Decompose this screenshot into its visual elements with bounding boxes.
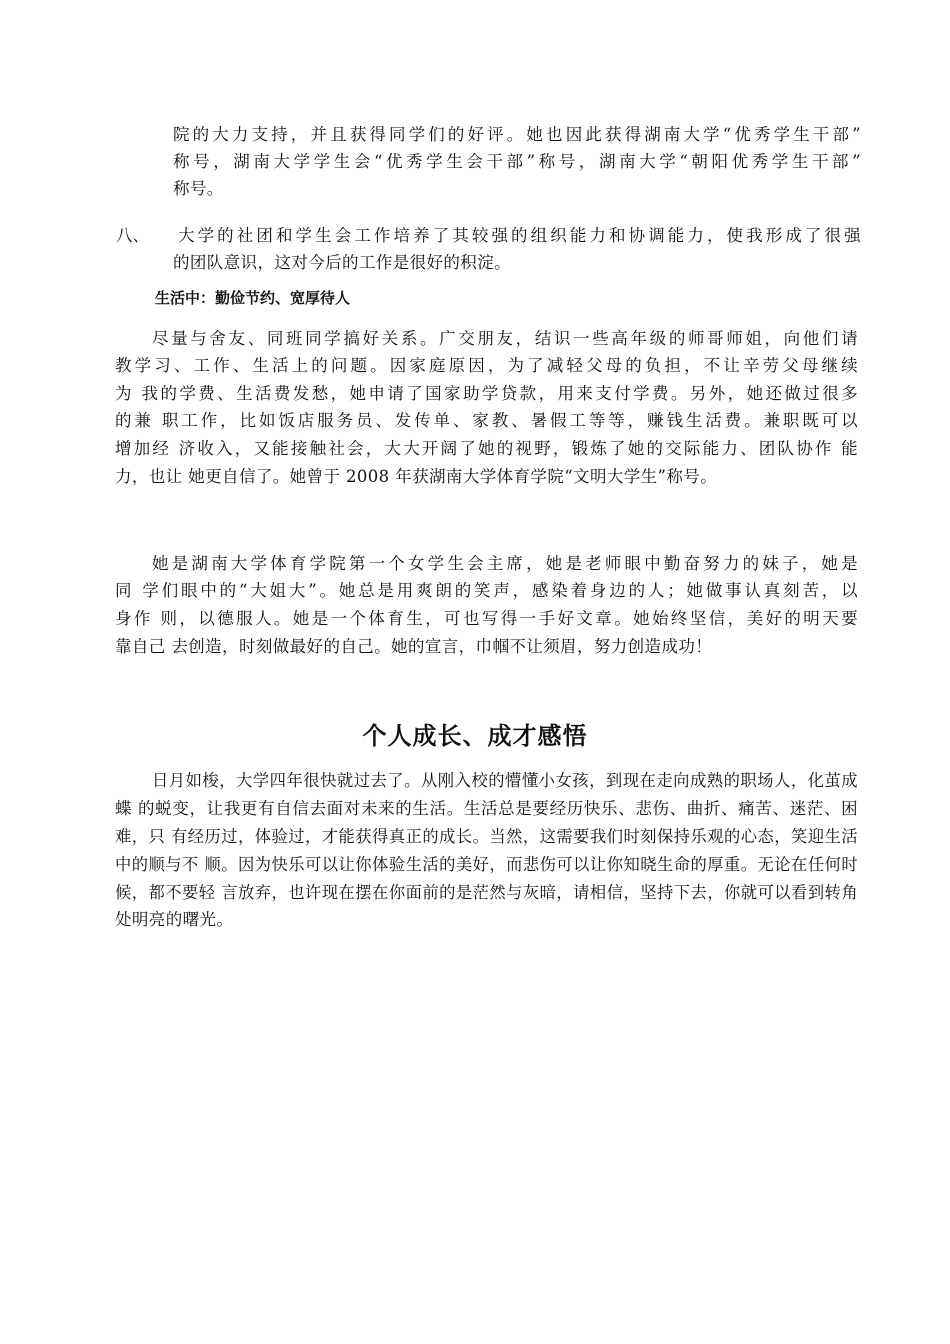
life-paragraph-line-2: 教学习、工作、生活上的问题。因家庭原因，为了减轻父母的负担，不让辛劳父母继续 xyxy=(115,356,858,375)
growth-paragraph-line-1: 日月如梭，大学四年很快就过去了。从刚入校的懵懂小女孩，到现在走向成熟的职场人，化茧成 xyxy=(152,771,858,790)
continued-item-line-1: 院的大力支持，并且获得同学们的好评。她也因此获得湖南大学“优秀学生干部” xyxy=(173,125,861,144)
summary-line-3: 身作 则，以德服人。她是一个体育生，可也写得一手好文章。她始终坚信，美好的明天要 xyxy=(115,609,858,628)
life-paragraph-line-1: 尽量与舍友、同班同学搞好关系。广交朋友，结识一些高年级的师哥师姐，向他们请 xyxy=(152,329,858,348)
item-8-line-1: 大学的社团和学生会工作培养了其较强的组织能力和协调能力，使我形成了很强 xyxy=(178,226,861,245)
summary-line-4: 靠自己 去创造，时刻做最好的自己。她的宣言，巾帼不让须眉，努力创造成功！ xyxy=(115,637,713,656)
continued-item-line-3: 称号。 xyxy=(173,179,224,198)
continued-item-line-2: 称号，湖南大学学生会“优秀学生会干部”称号，湖南大学“朝阳优秀学生干部” xyxy=(173,152,861,171)
summary-line-2: 同 学们眼中的“大姐大”。她总是用爽朗的笑声，感染着身边的人；她做事认真刻苦，以 xyxy=(115,581,858,600)
growth-paragraph-line-3: 难，只 有经历过，体验过，才能获得真正的成长。当然，这需要我们时刻保持乐观的心态，笑迎生活 xyxy=(115,827,858,846)
growth-paragraph-line-6: 处明亮的曙光。 xyxy=(115,910,234,929)
life-section-heading: 生活中：勤俭节约、宽厚待人 xyxy=(155,289,351,307)
life-paragraph-line-6: 力，也让 她更自信了。她曾于 2008 年获湖南大学体育学院“文明大学生”称号。 xyxy=(115,467,718,486)
item-8-line-2: 的团队意识，这对今后的工作是很好的积淀。 xyxy=(173,253,511,272)
growth-section-title: 个人成长、成才感悟 xyxy=(362,722,588,750)
growth-paragraph-line-5: 候，都不要轻 言放弃，也许现在摆在你面前的是茫然与灰暗，请相信，坚持下去，你就可以看到转角 xyxy=(115,883,858,902)
growth-paragraph-line-4: 中的顺与不 顺。因为快乐可以让你体验生活的美好，而悲伤可以让你知晓生命的厚重。无论在任何时 xyxy=(115,855,858,874)
life-paragraph-line-3: 为 我的学费、生活费发愁，她申请了国家助学贷款，用来支付学费。另外，她还做过很多 xyxy=(115,384,858,403)
life-paragraph-line-5: 增加经 济收入，又能接触社会，大大开阔了她的视野，锻炼了她的交际能力、团队协作 能 xyxy=(115,439,858,458)
growth-paragraph-line-2: 蝶 的蜕变，让我更有自信去面对未来的生活。生活总是要经历快乐、悲伤、曲折、痛苦、迷茫、困 xyxy=(115,799,858,818)
item-8-marker: 八、 xyxy=(116,226,149,245)
summary-line-1: 她是湖南大学体育学院第一个女学生会主席，她是老师眼中勤奋努力的妹子，她是 xyxy=(152,554,858,573)
life-paragraph-line-4: 的兼 职工作，比如饭店服务员、发传单、家教、暑假工等等，赚钱生活费。兼职既可以 xyxy=(115,411,858,430)
